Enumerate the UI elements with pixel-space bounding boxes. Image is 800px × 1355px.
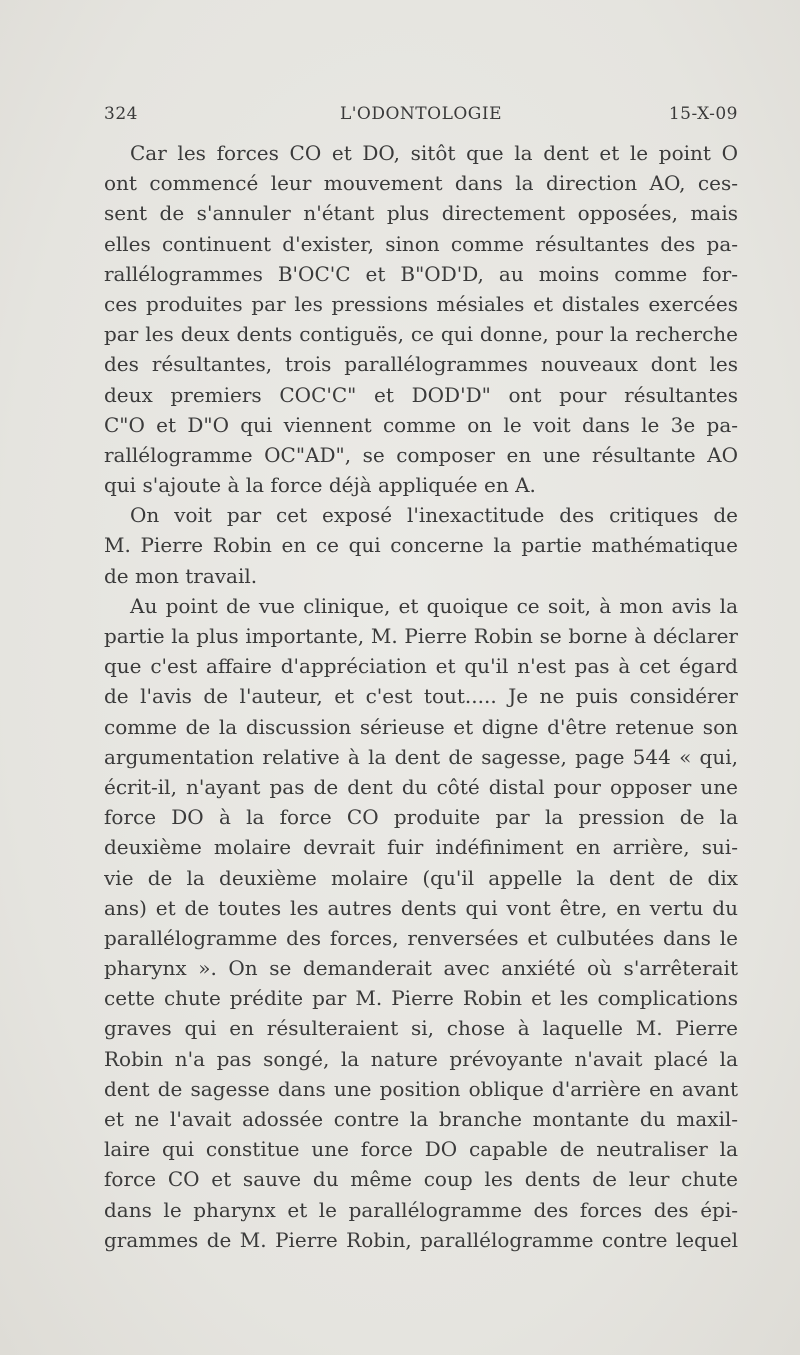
text-line: ces produites par les pressions mésiales et distales exercées xyxy=(104,291,738,316)
text-line: de mon travail. xyxy=(104,563,258,588)
text-line: de l'avis de l'auteur, et c'est tout..... Je ne puis considérer xyxy=(104,684,738,709)
text-line: force DO à la force CO produite par la pression de la xyxy=(104,805,738,830)
text-line: partie la plus importante, M. Pierre Robin se borne à déclarer xyxy=(104,624,738,648)
text-line: force CO et sauve du même coup les dents de leur chute xyxy=(104,1167,738,1192)
running-header xyxy=(104,100,738,130)
text-line: rallélogrammes B'OC'C et B"OD'D, au moins comme for- xyxy=(104,261,738,286)
text-line: argumentation relative à la dent de sagesse, page 544 « qui, xyxy=(104,744,738,769)
text-line: des résultantes, trois parallélogrammes nouveaux dont les xyxy=(104,352,738,377)
text-line: graves qui en résulteraient si, chose à laquelle M. Pierre xyxy=(104,1016,738,1041)
text-line: Robin n'a pas songé, la nature prévoyante n'avait placé la xyxy=(104,1046,738,1071)
text-line: qui s'ajoute à la force déjà appliquée en A. xyxy=(104,473,536,498)
text-line: rallélogramme OC"AD", se composer en une résultante AO xyxy=(104,442,738,467)
body-text xyxy=(104,138,738,1255)
text-line: ont commencé leur mouvement dans la direction AO, ces- xyxy=(104,171,738,196)
page-number: 324 xyxy=(104,104,138,124)
text-line: Car les forces CO et DO, sitôt que la dent et le point O xyxy=(130,141,738,165)
text-line: M. Pierre Robin en ce qui concerne la partie mathématique xyxy=(104,533,738,558)
text-line: comme de la discussion sérieuse et digne d'être retenue son xyxy=(104,714,738,739)
text-line: que c'est affaire d'appréciation et qu'il n'est pas à cet égard xyxy=(104,654,738,679)
issue-date: 15-X-09 xyxy=(668,104,738,124)
text-line: dans le pharynx et le parallélogramme des forces des épi- xyxy=(104,1197,738,1222)
text-line: grammes de M. Pierre Robin, parallélogramme contre lequel xyxy=(104,1227,738,1252)
text-line: dent de sagesse dans une position oblique d'arrière en avant xyxy=(104,1076,738,1101)
text-line: vie de la deuxième molaire (qu'il appelle la dent de dix xyxy=(104,865,738,890)
text-line: deux premiers COC'C" et DOD'D" ont pour résultantes xyxy=(104,382,738,407)
text-line: elles continuent d'exister, sinon comme résultantes des pa- xyxy=(104,231,738,256)
text-line: écrit-il, n'ayant pas de dent du côté distal pour opposer une xyxy=(104,774,738,799)
text-line: laire qui constitue une force DO capable de neutraliser la xyxy=(104,1137,738,1162)
text-line: C"O et D"O qui viennent comme on le voit dans le 3e pa- xyxy=(104,412,738,437)
text-line: Au point de vue clinique, et quoique ce soit, à mon avis la xyxy=(130,593,738,618)
text-line: ans) et de toutes les autres dents qui vont être, en vertu du xyxy=(104,895,738,920)
text-line: deuxième molaire devrait fuir indéfiniment en arrière, sui- xyxy=(104,835,738,860)
running-title: L'ODONTOLOGIE xyxy=(339,104,503,124)
text-line: sent de s'annuler n'étant plus directement opposées, mais xyxy=(104,201,738,226)
text-line: par les deux dents contiguës, ce qui donne, pour la recherche xyxy=(104,322,738,347)
text-line: et ne l'avait adossée contre la branche montante du maxil- xyxy=(104,1107,738,1131)
text-line: parallélogramme des forces, renversées et culbutées dans le xyxy=(104,925,738,950)
text-line: pharynx ». On se demanderait avec anxiété où s'arrêterait xyxy=(104,956,738,981)
text-line: On voit par cet exposé l'inexactitude des critiques de xyxy=(130,503,738,528)
text-line: cette chute prédite par M. Pierre Robin et les complications xyxy=(104,986,738,1011)
